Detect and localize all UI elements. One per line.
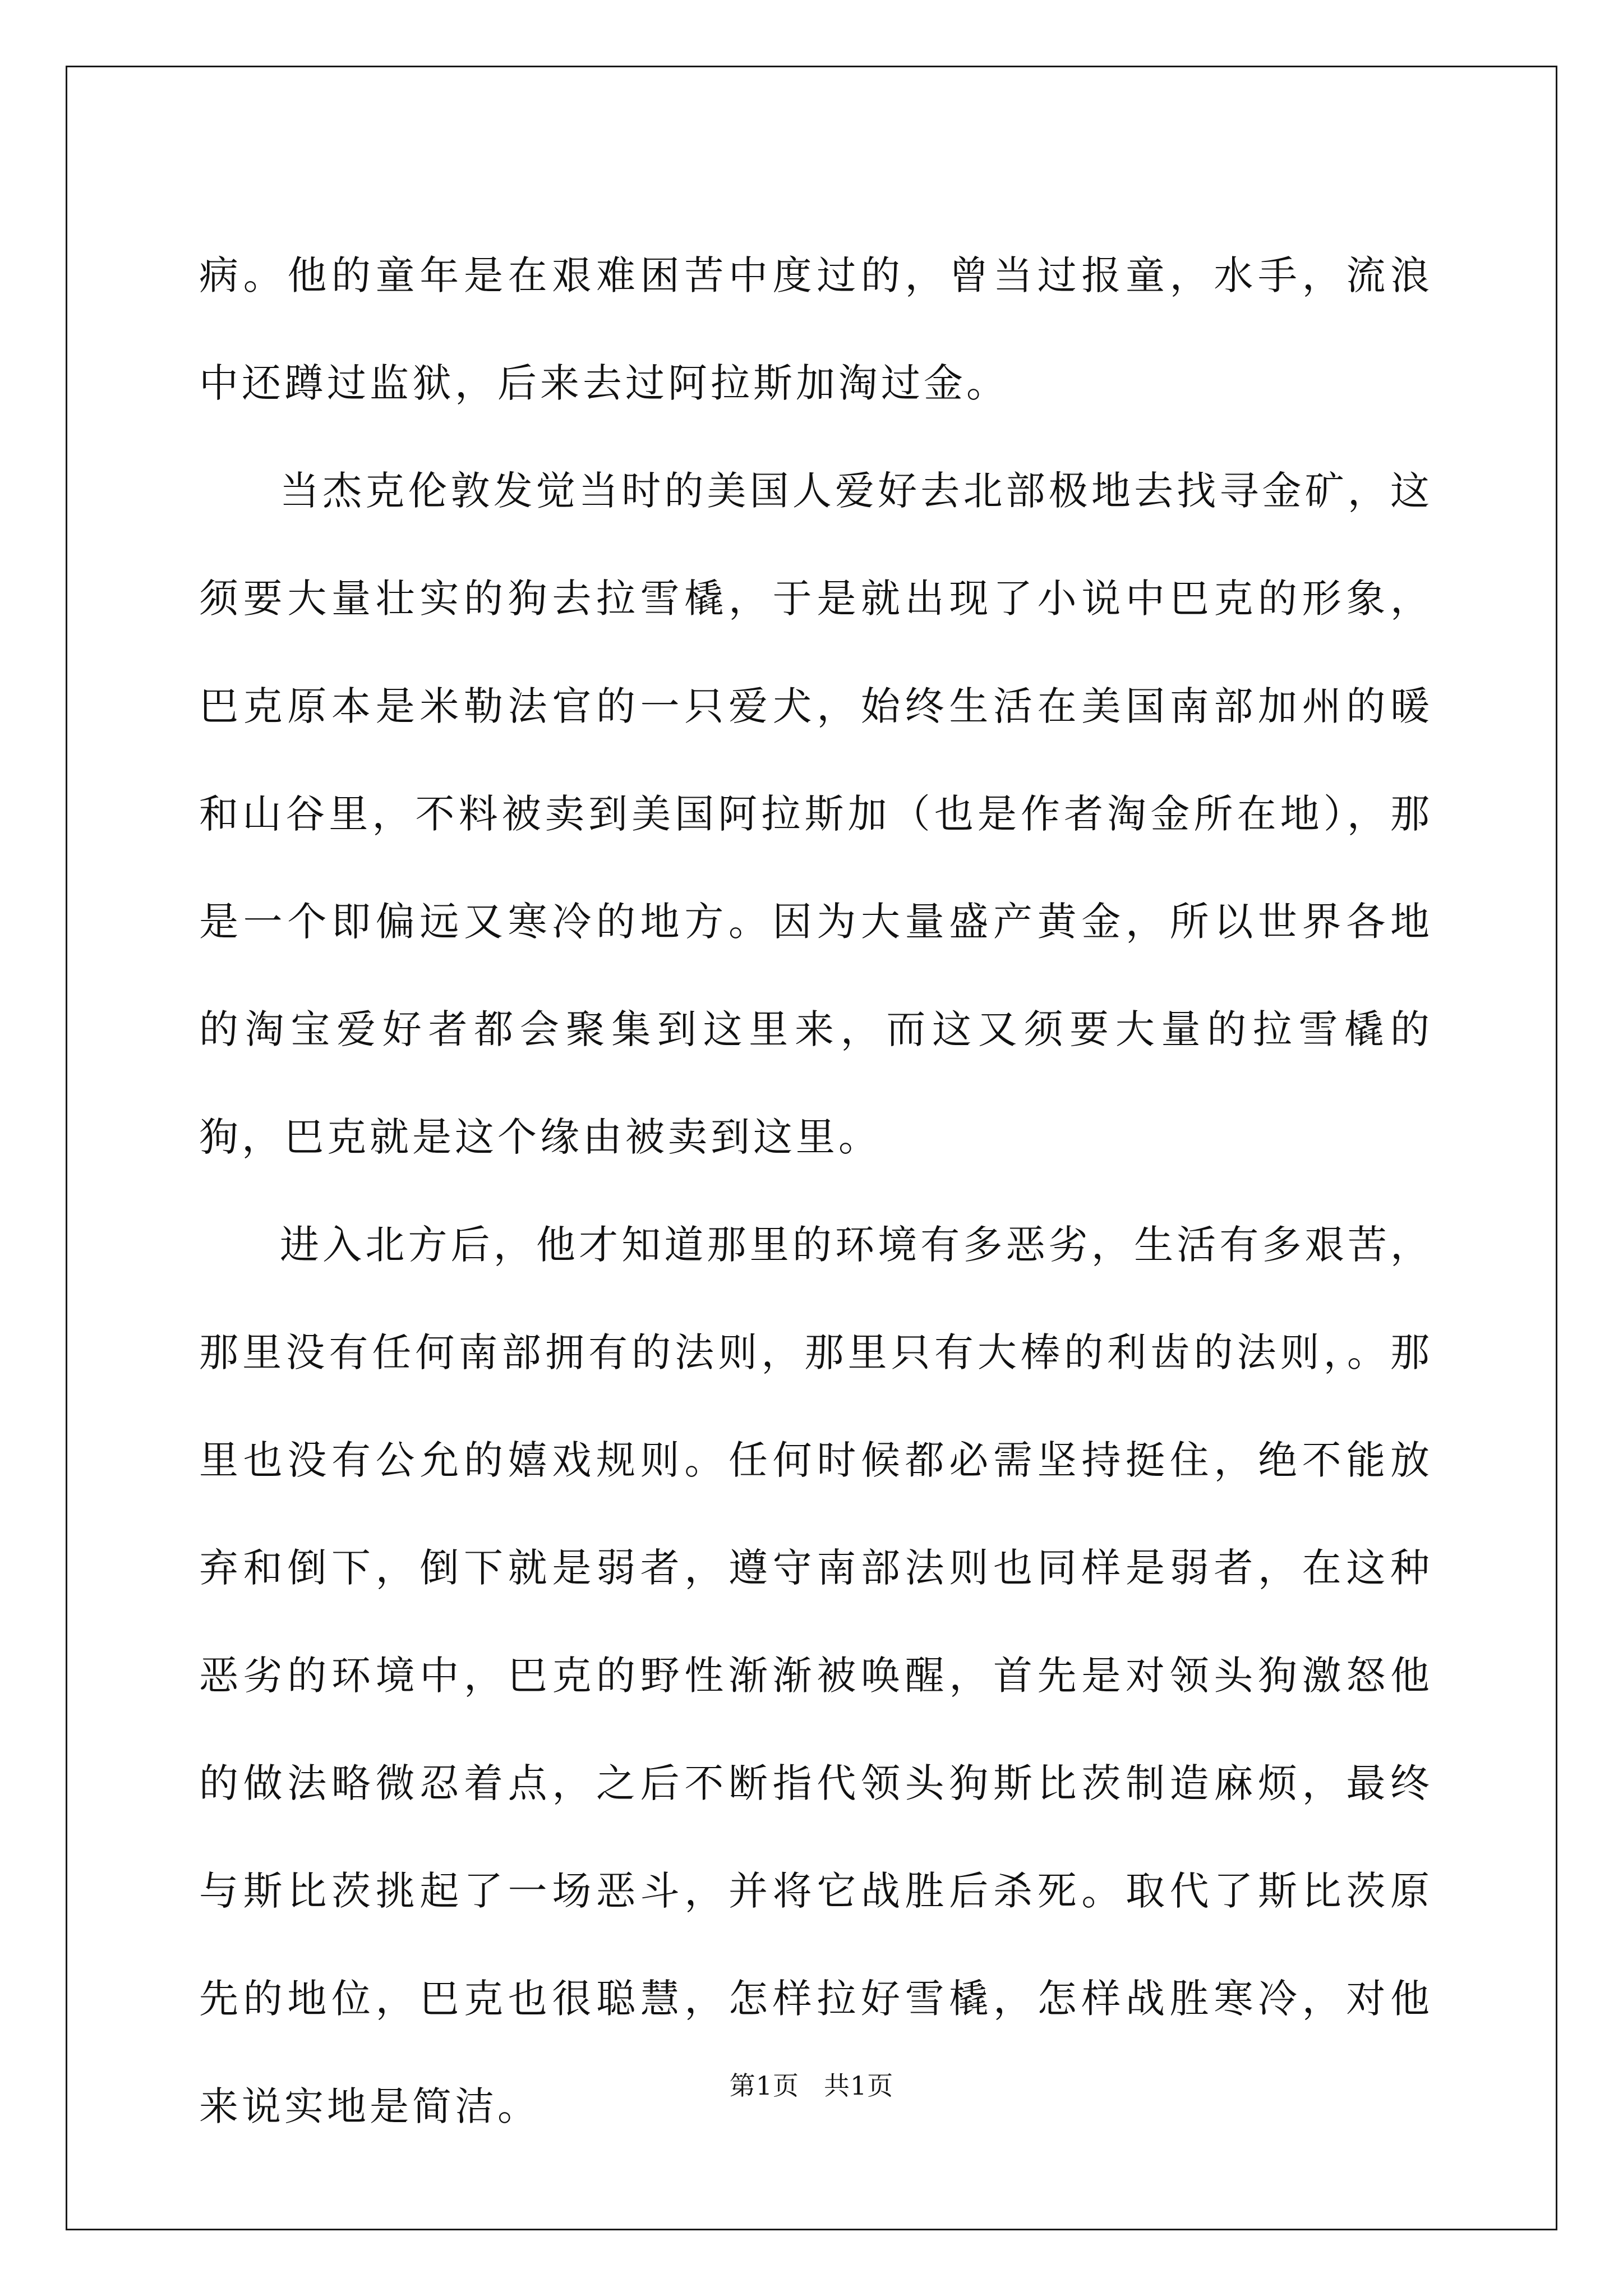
- paragraph-2: 当杰克伦敦发觉当时的美国人爱好去北部极地去找寻金矿，这须要大量壮实的狗去拉雪橇，于是就出现了小说中巴克的形象，巴克原本是米勒法官的一只爱犬，始终生活在美国南部加州的暖和山谷里，不料被卖到美国阿拉斯加（也是作者淘金所在地），那是一个即偏远又寒冷的地方。因为大量盛产黄金，所以世界各地的淘宝爱好者都会聚集到这里来，而这又须要大量的拉雪橇的狗，巴克就是这个缘由被卖到这里。: [199, 468, 1433, 1160]
- paragraph-1: 病。他的童年是在艰难困苦中度过的，曾当过报童，水手，流浪中还蹲过监狱，后来去过阿拉斯加淘过金。: [199, 252, 1433, 406]
- document-body: [199, 222, 1433, 2160]
- page-number-current: 第1页: [729, 2070, 799, 2101]
- paragraph-3: 进入北方后，他才知道那里的环境有多恶劣，生活有多艰苦，那里没有任何南部拥有的法则，那里只有大棒的利齿的法则，。那里也没有公允的嬉戏规则。任何时候都必需坚持挺住，绝不能放弃和倒下，倒下就是弱者，遵守南部法则也同样是弱者，在这种恶劣的环境中，巴克的野性渐渐被唤醒，首先是对领头狗激怒他的做法略微忍着点，之后不断指代领头狗斯比茨制造麻烦，最终与斯比茨挑起了一场恶斗，并将它战胜后杀死。取代了斯比茨原先的地位，巴克也很聪慧，怎样拉好雪橇，怎样战胜寒冷，对他来说实地是简洁。: [199, 1222, 1433, 2129]
- page-footer: [0, 2070, 1623, 2101]
- page-number-total: 共1页: [824, 2070, 894, 2101]
